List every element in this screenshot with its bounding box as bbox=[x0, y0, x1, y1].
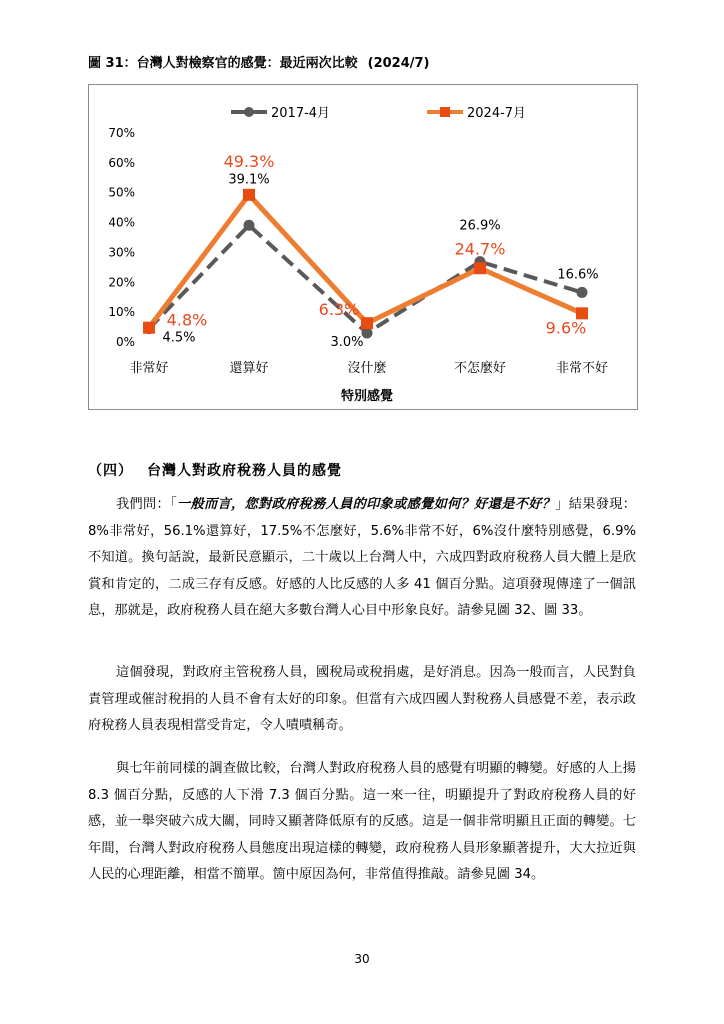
data-label-2024: 6.3% bbox=[318, 300, 360, 320]
y-tick-label: 20% bbox=[108, 275, 135, 290]
y-tick-label: 50% bbox=[108, 185, 135, 200]
y-tick-label: 30% bbox=[108, 245, 135, 260]
data-point-2024 bbox=[361, 317, 373, 329]
section-heading bbox=[88, 460, 342, 480]
legend-label-2017: 2017-4月 bbox=[271, 106, 331, 121]
line-chart bbox=[88, 84, 638, 410]
data-label-2017: 4.5% bbox=[162, 330, 196, 346]
paragraph-1-lead: 我們問：「 bbox=[116, 497, 177, 512]
y-tick-label: 0% bbox=[115, 335, 135, 349]
figure-title-text: 圖 31：台灣人對檢察官的感覺：最近兩次比較 bbox=[88, 56, 358, 71]
paragraph-1 bbox=[88, 492, 636, 625]
data-label-2024: 49.3% bbox=[223, 151, 275, 171]
paragraph-3: 與七年前同樣的調查做比較，台灣人對政府稅務人員的感覺有明顯的轉變。好感的人上揚 8.3 個百分點，反感的人下滑 7.3 個百分點。這一來一往，明顯提升了對政府稅務人員的好感，並一舉突破六成大關，同時又顯著降低原有的反感。這是一個非常明顯且正面的轉變。七年間，台灣人對政府稅務人員態度出現這樣的轉變，政府稅務人員形象顯著提升，大大拉近與人民的心理距離，相當不簡單。箇中原因為何，非常值得推敲。請參見圖 34。 bbox=[88, 761, 636, 882]
x-tick-label: 沒什麼 bbox=[347, 361, 387, 376]
data-label-2017: 26.9% bbox=[459, 218, 501, 234]
data-point-2024 bbox=[243, 189, 255, 201]
paragraph-2: 這個發現，對政府主管稅務人員，國稅局或稅捐處，是好消息。因為一般而言，人民對負責管理或催討稅捐的人員不會有太好的印象。但當有六成四國人對稅務人員感覺不差，表示政府稅務人員表現相當受肯定，令人嘖嘖稱奇。 bbox=[88, 665, 636, 733]
x-tick-label: 不怎麼好 bbox=[453, 361, 507, 376]
legend-marker-2024 bbox=[440, 107, 450, 117]
y-tick-label: 40% bbox=[108, 215, 135, 230]
x-tick-label: 非常不好 bbox=[555, 361, 609, 376]
y-tick-label: 70% bbox=[108, 126, 135, 140]
data-point-2017 bbox=[577, 287, 588, 298]
figure-title-date: (2024/7) bbox=[367, 56, 430, 71]
survey-question: 一般而言，您對政府稅務人員的印象或感覺如何？好還是不好？ bbox=[176, 497, 556, 512]
data-label-2024: 24.7% bbox=[454, 239, 506, 259]
chart-svg bbox=[89, 85, 637, 409]
x-tick-label: 非常好 bbox=[129, 361, 169, 376]
data-label-2017: 3.0% bbox=[330, 335, 364, 351]
y-tick-label: 60% bbox=[108, 155, 135, 170]
x-tick-label: 還算好 bbox=[229, 361, 269, 376]
data-point-2024 bbox=[474, 262, 486, 274]
page-number: 30 bbox=[354, 952, 370, 966]
section-title: 台灣人對政府稅務人員的感覺 bbox=[147, 463, 342, 479]
section-number: （四） bbox=[88, 463, 133, 479]
legend-marker-2017 bbox=[244, 107, 254, 117]
paragraph-1-body: 」結果發現：8%非常好，56.1%還算好，17.5%不怎麼好，5.6%非常不好，6%沒什麼特別感覺，6.9%不知道。換句話說，最新民意顯示，二十歲以上台灣人中，六成四對政府稅務人員大體上是欣賞和肯定的，二成三存有反感。好感的人比反感的人多 41 個百分點。這項發現傳達了一個訊息，那就是，政府稅務人員在絕大多數台灣人心目中形象良好。請參見圖 32、圖 33。 bbox=[88, 497, 636, 618]
data-point-2017 bbox=[244, 220, 255, 231]
x-axis-title: 特別感覺 bbox=[340, 389, 394, 404]
figure-title bbox=[88, 52, 429, 71]
data-label-2024: 9.6% bbox=[545, 318, 587, 338]
legend-label-2024: 2024-7月 bbox=[467, 106, 527, 121]
data-label-2017: 39.1% bbox=[228, 172, 270, 188]
data-label-2017: 16.6% bbox=[557, 267, 599, 283]
y-tick-label: 10% bbox=[108, 305, 135, 320]
data-label-2024: 4.8% bbox=[166, 310, 208, 330]
data-point-2024 bbox=[143, 322, 155, 334]
